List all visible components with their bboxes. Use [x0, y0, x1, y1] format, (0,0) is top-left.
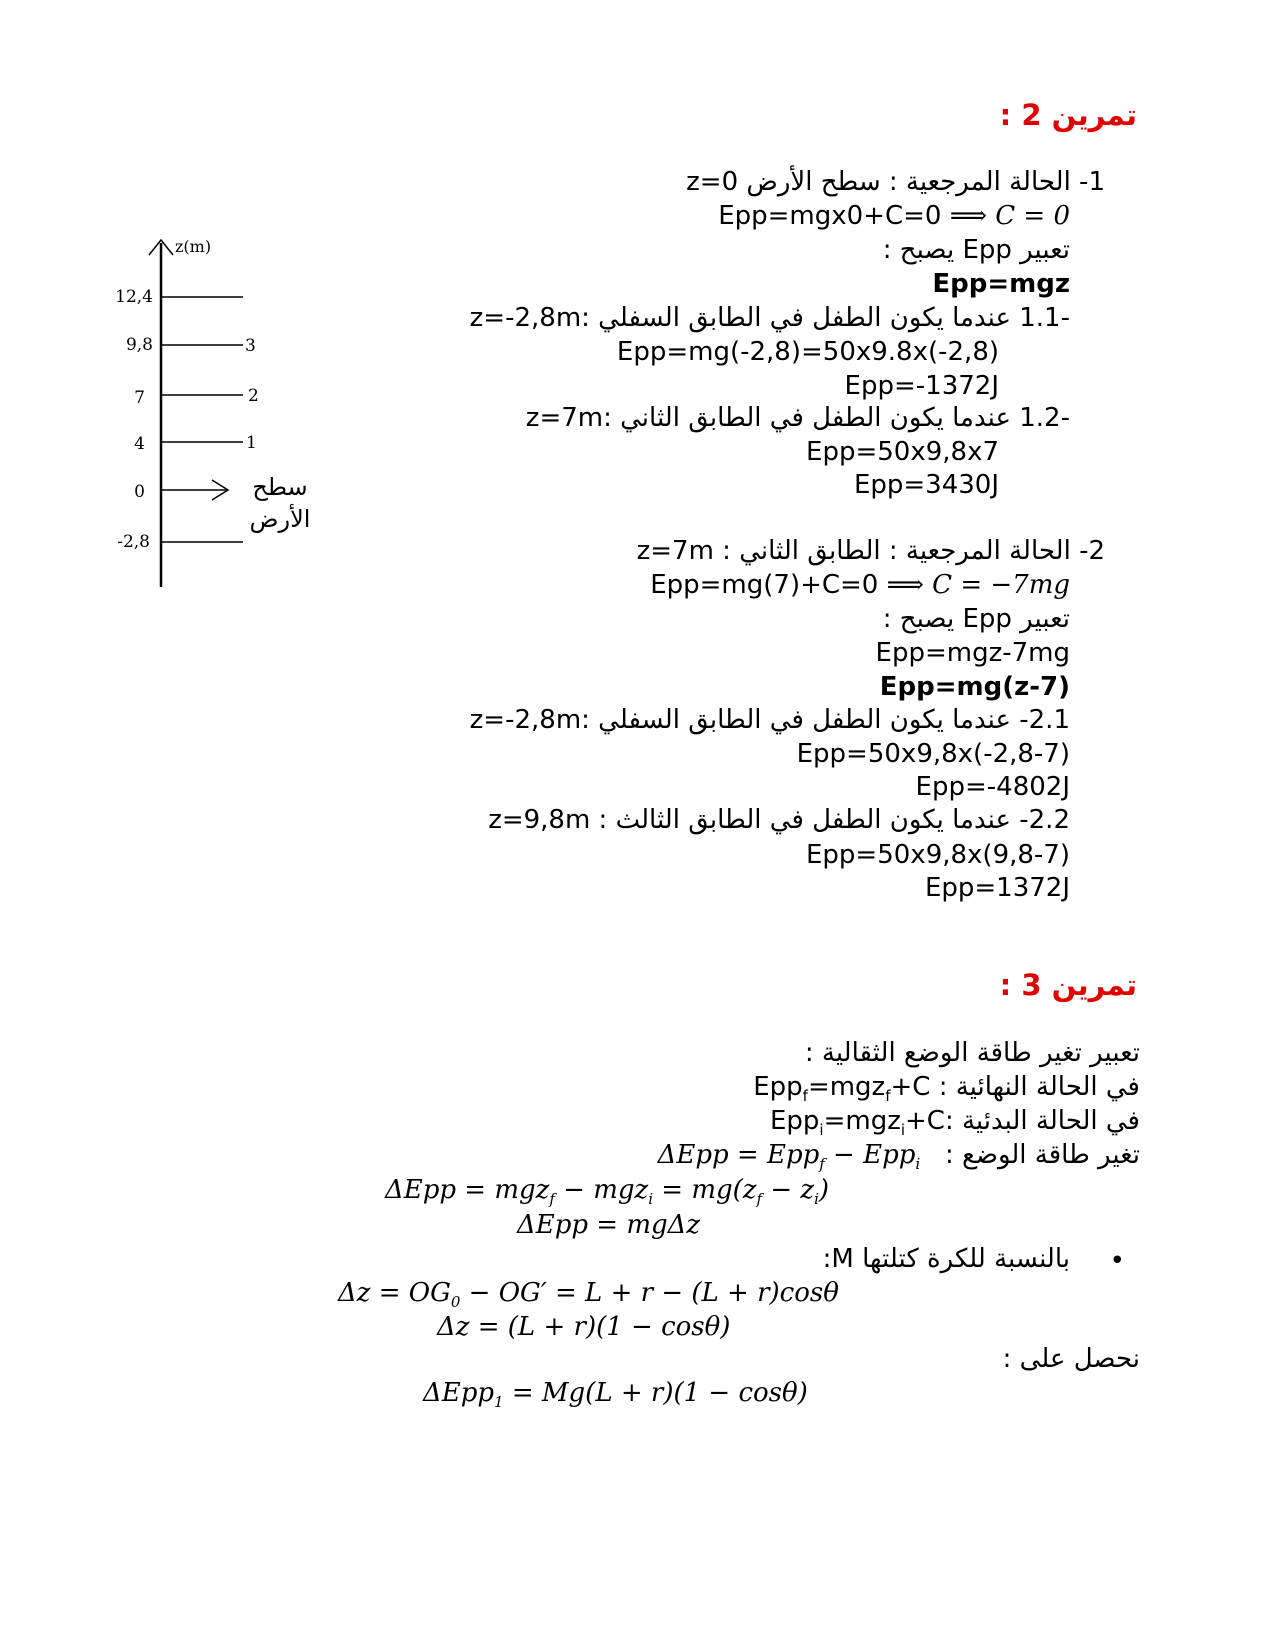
eq1-part-b: − mgz [554, 1175, 649, 1205]
floor-number-2: 2 [248, 386, 259, 406]
ex3-equation-5 [423, 1378, 808, 1411]
floor-number-1: 1 [246, 433, 257, 453]
eq1-sub-3: f [756, 1190, 763, 1209]
ex2-line-9: Epp=50x9,8x7 [806, 437, 999, 467]
ex2-line-2 [718, 201, 1070, 231]
eq5-part-a: ΔEpp [423, 1378, 495, 1408]
ex3-line-2-sub-a: f [802, 1087, 808, 1106]
ex2-line-17: Epp=50x9,8x(-2,8-7) [796, 739, 1070, 769]
ex2-line-10: Epp=3430J [853, 470, 999, 500]
ex2-line-6: Epp=mg(-2,8)=50x9.8x(-2,8) [616, 337, 999, 367]
ex3-line-3-eq-b: =mgz [823, 1106, 901, 1136]
ex2-line-2-text: Epp=mgx0+C=0 [718, 201, 950, 231]
eq5-part-b: = Mg(L + r)(1 − cosθ) [503, 1378, 808, 1408]
eq1-part-c: = mg(z [653, 1175, 757, 1205]
ex2-line-5: -1.1 عندما يكون الطفل في الطابق السفلي :z=-2,8m [469, 303, 1070, 333]
ex2-line-15: Epp=mg(z-7) [879, 672, 1070, 702]
eq3-part-a: Δz = OG [338, 1278, 451, 1308]
ex3-line-1: تعبير تغير طاقة الوضع الثقالية : [804, 1038, 1140, 1068]
ex3-line-3-eq-c: +C: [905, 1106, 954, 1136]
ex3-line-4-eq-a: ΔEpp = Epp [657, 1140, 820, 1170]
ex3-bullet-text: بالنسبة للكرة كتلتها M: [822, 1244, 1070, 1274]
ex3-line-2 [753, 1072, 1140, 1105]
tick-label-12-4: 12,4 [115, 287, 153, 307]
ex2-line-18: Epp=-4802J [915, 772, 1070, 802]
tick-label-4: 4 [134, 434, 145, 454]
ex3-line-3-eq [769, 1106, 954, 1140]
ex3-line-2-eq-c: +C [890, 1072, 931, 1102]
ex3-line-4-label: تغير طاقة الوضع : [945, 1140, 1140, 1170]
tick-label-7: 7 [134, 388, 145, 408]
z-axis-figure [100, 235, 360, 615]
ex3-line-3-sub-a: i [819, 1121, 824, 1140]
ex3-line-4-eq-b: − Epp [824, 1140, 916, 1170]
floor-number-3: 3 [245, 336, 256, 356]
eq1-sub-1: f [549, 1190, 555, 1209]
ex2-line-7: Epp=-1372J [844, 371, 999, 401]
tick-label-neg-2-8: -2,8 [117, 532, 150, 552]
eq1-part-e: ) [818, 1175, 830, 1205]
ex3-line-2-label: في الحالة النهائية : [938, 1072, 1140, 1102]
ex3-line-4-eq [657, 1140, 921, 1174]
eq1-part-a: ΔEpp = mgz [385, 1175, 550, 1205]
eq3-part-b: − OG′ = L + r − (L + r)cosθ [460, 1278, 839, 1308]
tick-label-0: 0 [134, 482, 145, 502]
ex3-line-3-sub-b: i [900, 1121, 906, 1140]
ground-label-2: الأرض [249, 505, 311, 533]
ex3-line-3-label: في الحالة البدئية [961, 1106, 1140, 1136]
ex3-line-4-sub-b: i [915, 1155, 921, 1174]
ex2-line-12 [650, 570, 1070, 600]
ex2-line-21: Epp=1372J [924, 873, 1070, 903]
ex3-line-5: نحصل على : [1002, 1344, 1140, 1374]
eq1-sub-4: i [814, 1190, 819, 1209]
bullet-dot-icon: • [1109, 1246, 1125, 1276]
ex3-line-3 [770, 1106, 1140, 1139]
eq3-sub: 0 [450, 1293, 461, 1312]
ex2-line-19: 2.2- عندما يكون الطفل في الطابق الثالث : z=9,8m [488, 805, 1070, 835]
ex3-equation-1 [385, 1175, 829, 1208]
ex3-equation-3 [338, 1278, 839, 1311]
ex2-line-1: 1- الحالة المرجعية : سطح الأرض z=0 [686, 167, 1105, 197]
ex2-line-12-math: ⟹ C = −7mg [886, 570, 1070, 600]
z-axis-label: z(m) [175, 237, 212, 256]
ex3-line-3-eq-a: Epp [769, 1106, 820, 1136]
ex3-line-2-eq [753, 1072, 931, 1106]
eq5-sub: 1 [494, 1393, 504, 1412]
ex2-line-11: 2- الحالة المرجعية : الطابق الثاني : z=7m [636, 536, 1105, 566]
ex2-line-2-math: ⟹ C = 0 [949, 201, 1070, 231]
ex3-line-4-sub-a: f [819, 1155, 825, 1174]
ground-label-1: سطح [252, 473, 308, 501]
tick-label-9-8: 9,8 [125, 335, 153, 355]
ex3-line-4 [658, 1140, 1140, 1173]
eq1-part-d: − z [762, 1175, 815, 1205]
ex2-line-13: تعبير Epp يصبح : [882, 604, 1070, 634]
ex2-line-3: تعبير Epp يصبح : [882, 235, 1070, 265]
eq1-sub-2: i [648, 1190, 654, 1209]
ex2-line-12-text: Epp=mg(7)+C=0 [650, 570, 887, 600]
ex3-equation-4: Δz = (L + r)(1 − cosθ) [437, 1312, 731, 1342]
ex3-line-2-eq-b: =mgz [807, 1072, 886, 1102]
ex2-line-14: Epp=mgz-7mg [875, 638, 1070, 668]
exercise-3-title: تمرين 3 : [999, 968, 1137, 1002]
ex2-line-4: Epp=mgz [932, 269, 1070, 299]
ex2-line-16: 2.1- عندما يكون الطفل في الطابق السفلي :z=-2,8m [469, 705, 1070, 735]
exercise-2-title: تمرين 2 : [999, 98, 1137, 132]
ex3-line-2-eq-a: Epp [753, 1072, 803, 1102]
ex2-line-8: -1.2 عندما يكون الطفل في الطابق الثاني :z=7m [525, 403, 1070, 433]
ex2-line-20: Epp=50x9,8x(9,8-7) [806, 840, 1070, 870]
ex3-line-2-sub-b: f [885, 1087, 891, 1106]
ex3-equation-2: ΔEpp = mgΔz [517, 1210, 701, 1240]
